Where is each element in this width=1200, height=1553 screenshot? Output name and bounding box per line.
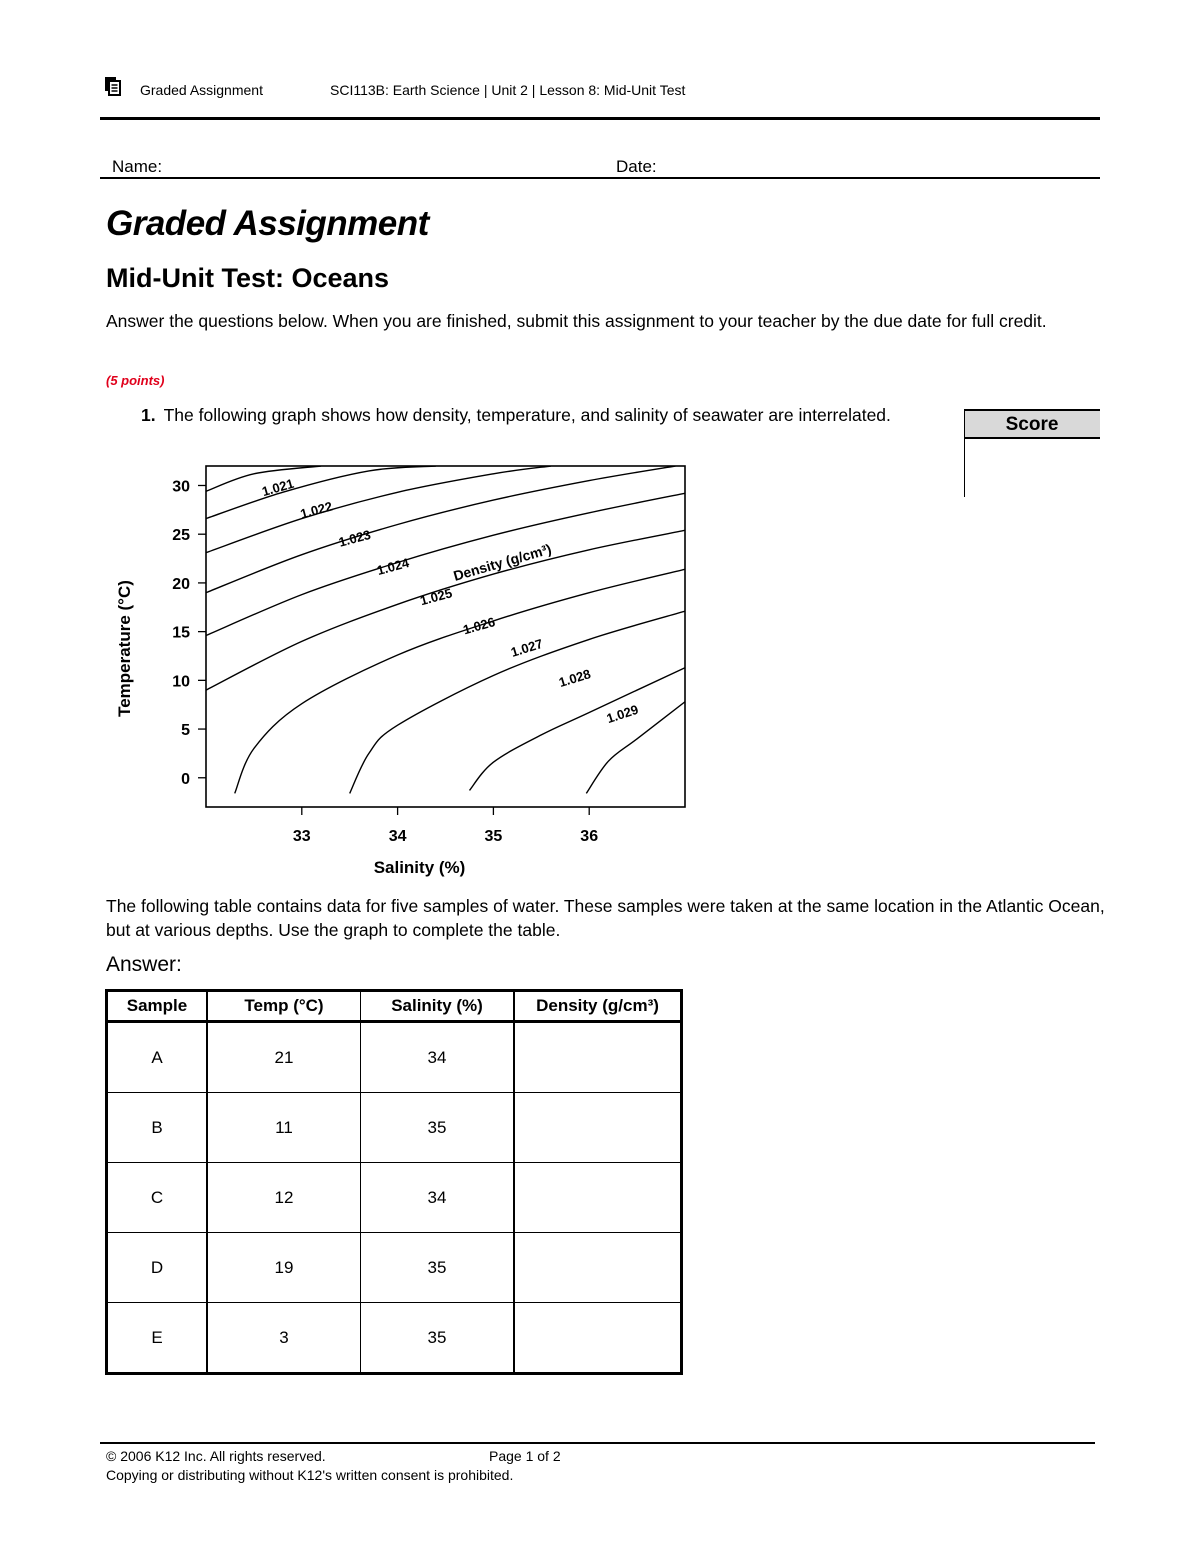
table-header-row <box>107 991 682 1022</box>
contour-label-1.023: 1.023 <box>337 526 373 550</box>
footer-notice: Copying or distributing without K12's written consent is prohibited. <box>106 1467 514 1483</box>
contour-line-1.027 <box>235 569 685 793</box>
name-date-rule <box>100 177 1100 179</box>
name-label: Name: <box>112 157 163 176</box>
cell-salinity: 35 <box>361 1303 515 1374</box>
cell-salinity: 34 <box>361 1163 515 1233</box>
table-row <box>107 1163 682 1233</box>
table-row <box>107 1022 682 1093</box>
cell-sample: D <box>107 1233 208 1303</box>
table-row <box>107 1303 682 1374</box>
header-rule <box>100 117 1100 120</box>
cell-density-input[interactable] <box>514 1303 682 1374</box>
cell-sample: B <box>107 1093 208 1163</box>
cell-temp: 21 <box>207 1022 361 1093</box>
cell-temp: 3 <box>207 1303 361 1374</box>
question-number: 1. <box>141 405 156 425</box>
page-title: Graded Assignment <box>106 204 429 243</box>
y-tick-label-25: 25 <box>172 527 190 545</box>
contour-label-1.027: 1.027 <box>509 635 545 660</box>
col-density: Density (g/cm³) <box>514 991 682 1022</box>
density-label: Density (g/cm³) <box>451 540 554 584</box>
y-tick-label-20: 20 <box>172 575 190 593</box>
col-sample: Sample <box>107 991 208 1022</box>
col-salinity: Salinity (%) <box>361 991 515 1022</box>
contour-label-1.022: 1.022 <box>298 498 335 522</box>
cell-sample: A <box>107 1022 208 1093</box>
x-axis-label: Salinity (%) <box>373 858 466 877</box>
score-box <box>964 409 1100 497</box>
points-label: (5 points) <box>106 373 165 388</box>
table-instructions: The following table contains data for five samples of water. These samples were taken at the same location in the Atlantic Ocean, but at various depths. Use the graph to complete the table. <box>106 896 1105 940</box>
y-axis-label: Temperature (°C) <box>115 580 134 717</box>
footer-copyright: © 2006 K12 Inc. All rights reserved. <box>106 1448 326 1464</box>
contour-label-1.028: 1.028 <box>556 666 593 691</box>
date-label: Date: <box>616 157 657 176</box>
cell-temp: 12 <box>207 1163 361 1233</box>
table-row <box>107 1093 682 1163</box>
header-course: SCI113B: Earth Science | Unit 2 | Lesson 8: Mid-Unit Test <box>330 82 686 98</box>
contour-line-1.023 <box>206 466 551 553</box>
score-label: Score <box>964 409 1100 439</box>
contour-line-1.029 <box>470 668 686 791</box>
cell-salinity: 35 <box>361 1233 515 1303</box>
contour-label-1.026: 1.026 <box>461 614 497 638</box>
cell-density-input[interactable] <box>514 1233 682 1303</box>
x-tick-label-35: 35 <box>484 828 503 845</box>
table-row <box>107 1233 682 1303</box>
page-subtitle: Mid-Unit Test: Oceans <box>106 263 390 293</box>
header-label: Graded Assignment <box>140 82 263 98</box>
y-tick-label-0: 0 <box>181 770 190 788</box>
x-tick-label-36: 36 <box>580 828 599 845</box>
y-tick-label-15: 15 <box>172 624 190 642</box>
samples-table <box>105 989 683 1375</box>
cell-density-input[interactable] <box>514 1022 682 1093</box>
cell-salinity: 34 <box>361 1022 515 1093</box>
document-icon <box>104 76 122 96</box>
contour-label-1.025: 1.025 <box>418 585 454 609</box>
question-text: The following graph shows how density, temperature, and salinity of seawater are interrelated. <box>163 405 891 425</box>
density-chart <box>100 455 700 885</box>
y-tick-label-30: 30 <box>172 478 190 496</box>
col-temp: Temp (°C) <box>207 991 361 1022</box>
cell-temp: 19 <box>207 1233 361 1303</box>
instructions: Answer the questions below. When you are finished, submit this assignment to your teacher by the due date for full credit. <box>106 311 1047 331</box>
score-box-border <box>964 409 965 497</box>
contour-line-1.026 <box>206 530 685 690</box>
y-tick-label-10: 10 <box>172 673 190 691</box>
cell-density-input[interactable] <box>514 1163 682 1233</box>
answer-label: Answer: <box>106 953 182 976</box>
cell-sample: C <box>107 1163 208 1233</box>
x-tick-label-34: 34 <box>388 828 407 845</box>
cell-sample: E <box>107 1303 208 1374</box>
contour-label-1.021: 1.021 <box>260 475 296 500</box>
contour-label-1.029: 1.029 <box>604 701 641 727</box>
cell-salinity: 35 <box>361 1093 515 1163</box>
y-tick-label-5: 5 <box>181 722 190 740</box>
footer-page-number: Page 1 of 2 <box>489 1448 561 1464</box>
question-1 <box>141 403 931 427</box>
cell-density-input[interactable] <box>514 1093 682 1163</box>
contour-label-1.024: 1.024 <box>375 555 411 579</box>
cell-temp: 11 <box>207 1093 361 1163</box>
x-tick-label-33: 33 <box>292 828 311 845</box>
footer-rule <box>100 1442 1095 1444</box>
